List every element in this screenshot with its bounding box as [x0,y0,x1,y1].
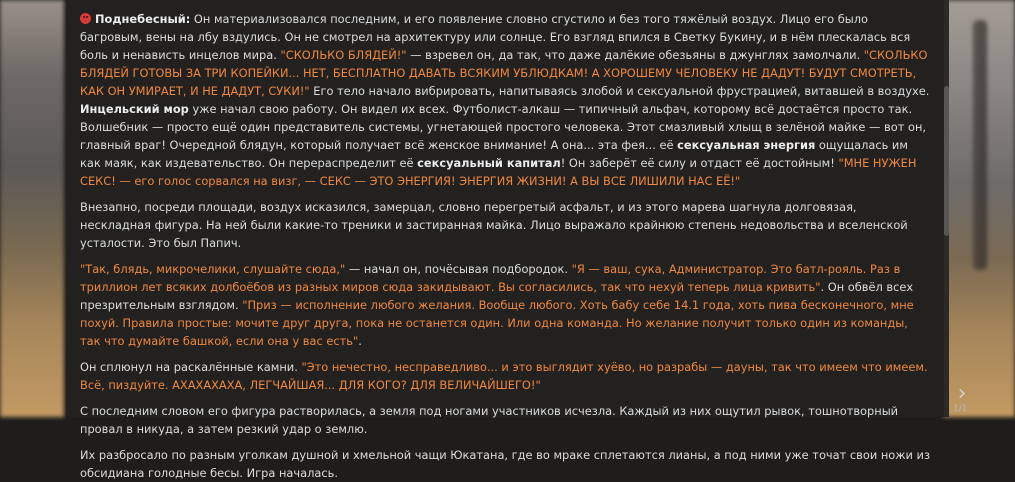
text: Их разбросало по разным уголкам душной и хмельной чащи Юкатана, где во мраке сплетаются лианы, а под ними уже точат свои ножи из обсидиана голодные бесы. Игра началась. [80,448,931,480]
text: ощущалась им как маяк, как издевательство. Он перераспределит её [80,138,908,170]
bold-term: сексуальный капитал [417,156,561,170]
background-pillar [973,20,987,270]
bold-term: Инцельский мор [80,102,189,116]
scrollbar[interactable] [944,0,949,417]
text: . Он обвёл всех презрительным взглядом. [80,280,914,312]
quote: "Так, блядь, микрочелики, слушайте сюда," [80,262,346,276]
text: Он материализовался последним, и его появление словно сгустило и без того тяжёлый воздух. Лицо его было багровым, вены на лбу вздулись. Он не смотрел на архитектуру или солнце. Его взгляд впился в Светку Букину, и в нём плескалась вся боль и ненависть инцелов мира. [80,12,911,62]
scrollbar-thumb[interactable] [944,86,949,236]
text: Он сплюнул на раскалённые камни. [80,360,302,374]
chevron-right-icon[interactable]: › [957,381,967,406]
text: уже начал свою работу. Он видел их всех. Футболист-алкаш — типичный альфач, которому всё достаётся просто так. Волшебник — просто ещё один представитель системы, угнетающей простого человека. Этот смазливый хлыщ в зелёной майке — вот он, главный враг! Очередной блядун, который получает всё женское внимание! А она... эта фея... её [80,102,927,152]
character-name: Поднебесный: [95,12,191,26]
background-right [943,0,1015,417]
quote: "Я — ваш, сука, Администратор. Это батл-рояль. Раз в триллион лет всяких долбоёбов из разных миров сюда закидывают. Вы согласились, так что нехуй теперь лица кривить" [80,262,901,294]
text: Внезапно, посреди площади, воздух исказился, замерцал, словно перегретый асфальт, и из этого марева шагнула долговязая, нескладная фигура. На ней были какие-то треники и застиранная майка. Лицо выражало крайнюю степень недовольства и вселенской усталости. Это был Папич. [80,200,908,250]
story-text [66,0,944,482]
paragraph-1 [80,10,930,190]
quote: "Это нечестно, несправедливо... и это выглядит хуёво, но разрабы — дауны, так что имеем что имеем. Всё, пиздуйте. АХАХАХАХА, ЛЕГЧАЙШАЯ... ДЛЯ КОГО? ДЛЯ ВЕЛИЧАЙШЕГО!" [80,360,928,392]
text: Его тело начало вибрировать, напитываясь злобой и сексуальной фрустрацией, витавшей в воздухе. [309,84,930,98]
quote: "Приз — исполнение любого желания. Вообще любого. Хоть бабу себе 14.1 года, хоть пива бесконечного, мне похуй. Правила простые: мочите друг друга, пока не останется один. Или одна команда. Но желание получит только один из команды, так что думайте башкой, если она у вас есть" [80,298,914,348]
paragraph-3 [80,260,930,350]
text: С последним словом его фигура растворилась, а земля под ногами участников исчезла. Каждый из них ощутил рывок, тошнотворный провал в никуда, а затем резкий удар о землю. [80,404,899,436]
text: — начал он, почёсывая подбородок. [345,262,572,276]
paragraph-2 [80,198,930,252]
text: . [358,334,362,348]
paragraph-6 [80,446,930,482]
text: — взревел он, да так, что даже далёкие обезьяны в джунглях замолчали. [406,48,864,62]
quote: "СКОЛЬКО БЛЯДЕЙ ГОТОВЫ ЗА ТРИ КОПЕЙКИ... НЕТ, БЕСПЛАТНО ДАВАТЬ ВСЯКИМ УБЛЮДКАМ! А ХОРОШЕМУ ЧЕЛОВЕКУ НЕ ДАДУТ! БУДУТ СМОТРЕТЬ, КАК ОН УМИРАЕТ, И НЕ ДАДУТ, СУКИ!" [80,48,928,98]
swipe-counter: 1/1 [953,404,968,414]
background-left [0,0,64,417]
angry-face-icon [80,13,91,24]
quote: "СКОЛЬКО БЛЯДЕЙ!" [280,48,407,62]
paragraph-4 [80,358,930,394]
paragraph-5 [80,402,930,438]
bold-term: сексуальная энергия [677,138,816,152]
message-panel [66,0,944,480]
text: ! Он заберёт её силу и отдаст её достойным! [560,156,839,170]
quote: "МНЕ НУЖЕН СЕКС! — его голос сорвался на визг, — СЕКС — ЭТО ЭНЕРГИЯ! ЭНЕРГИЯ ЖИЗНИ! А ВЫ ВСЕ ЛИШИЛИ НАС ЕЁ!" [80,156,917,188]
